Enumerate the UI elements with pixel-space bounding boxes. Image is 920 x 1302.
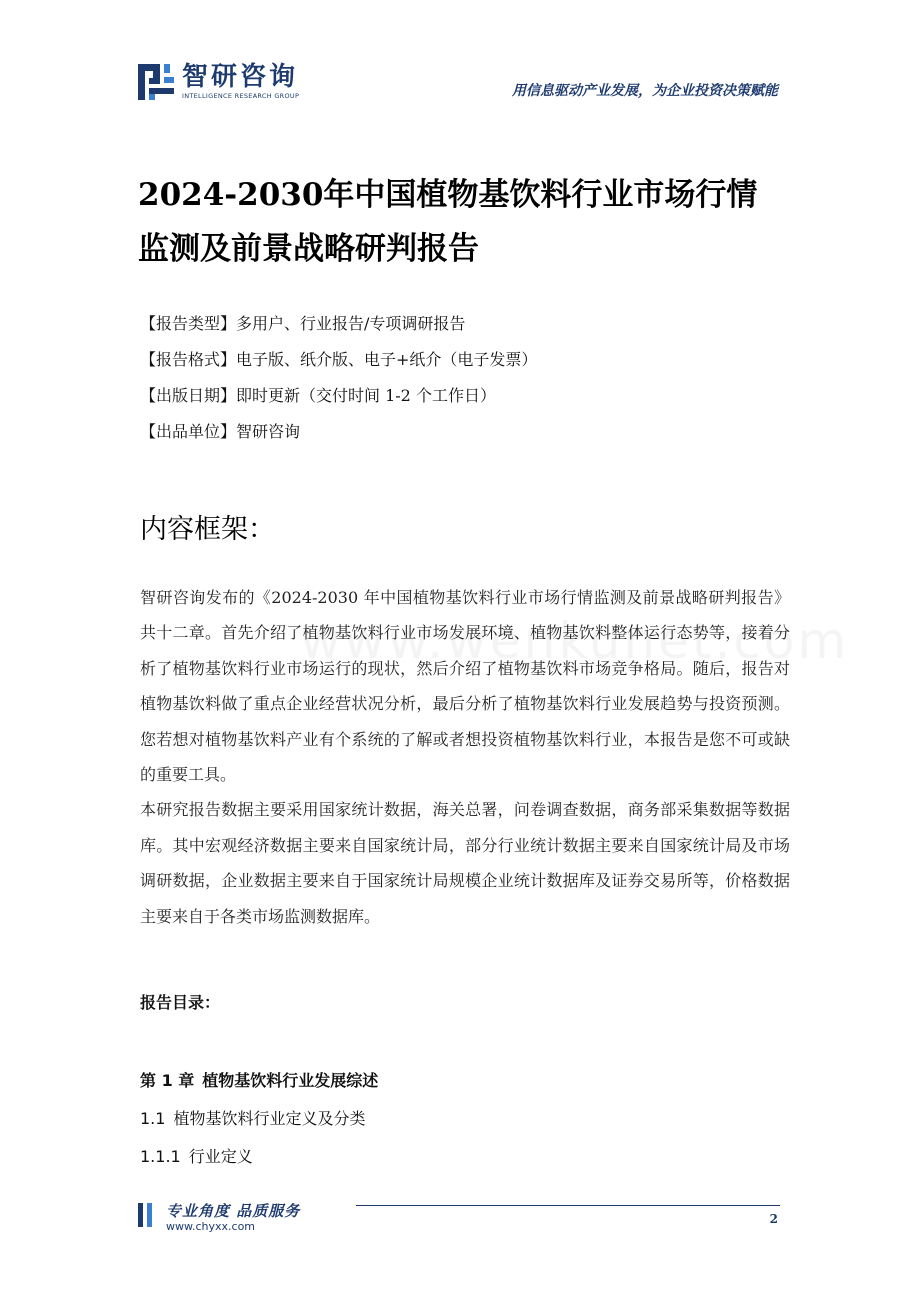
data-source-paragraph: 本研究报告数据主要采用国家统计数据，海关总署，问卷调查数据，商务部采集数据等数据库。其中宏观经济数据主要来自国家统计局，部分行业统计数据主要来自国家统计局及市场调研数据，企业数据主要来自于国家统计局规模企业统计数据库及证券交易所等，价格数据主要来自于各类市场监测数据库。 — [140, 800, 790, 926]
page-footer — [138, 1200, 780, 1240]
toc-item-text: 植物基饮料行业定义及分类 — [173, 1109, 366, 1128]
company-english-name: INTELLIGENCE RESEARCH GROUP — [182, 92, 300, 100]
toc-item-number: 1.1.1 — [140, 1147, 181, 1166]
footer-divider — [356, 1205, 780, 1206]
report-title: 2024-2030年中国植物基饮料行业市场行情监测及前景战略研判报告 — [138, 177, 758, 267]
toc-item-number: 第 1 章 — [140, 1071, 195, 1090]
toc-item-text: 植物基饮料行业发展综述 — [202, 1071, 379, 1090]
content-framework-heading: 内容框架： — [140, 514, 275, 545]
toc-chapter-1 — [140, 1066, 378, 1104]
company-logo-icon — [138, 64, 174, 100]
footer-bars-icon — [138, 1203, 158, 1227]
page-number: 2 — [769, 1212, 778, 1226]
toc-section-1-1 — [140, 1104, 378, 1142]
company-name: 智研咨询 — [182, 62, 299, 92]
publish-date: 【出版日期】即时更新（交付时间 1-2 个工作日） — [140, 386, 496, 405]
toc-label: 报告目录： — [140, 993, 221, 1012]
toc-section-1-1-1 — [140, 1142, 378, 1180]
content-body — [140, 580, 790, 934]
publisher: 【出品单位】智研咨询 — [140, 422, 301, 441]
report-format: 【报告格式】电子版、纸介版、电子+纸介（电子发票） — [140, 350, 538, 369]
toc-item-text: 行业定义 — [188, 1147, 253, 1166]
table-of-contents — [140, 1066, 378, 1180]
report-type: 【报告类型】多用户、行业报告/专项调研报告 — [140, 314, 466, 333]
page-header — [138, 62, 778, 104]
toc-item-number: 1.1 — [140, 1109, 166, 1128]
header-slogan: 用信息驱动产业发展，为企业投资决策赋能 — [512, 83, 778, 99]
report-meta-list — [140, 306, 780, 450]
intro-paragraph: 智研咨询发布的《2024-2030 年中国植物基饮料行业市场行情监测及前景战略研判报告》共十二章。首先介绍了植物基饮料行业市场发展环境、植物基饮料整体运行态势等，接着分析了植物基饮料行业市场运行的现状，然后介绍了植物基饮料市场竞争格局。随后，报告对植物基饮料做了重点企业经营状况分析，最后分析了植物基饮料行业发展趋势与投资预测。您若想对植物基饮料产业有个系统的了解或者想投资植物基饮料行业，本报告是您不可或缺的重要工具。 — [140, 588, 790, 785]
footer-slogan: 专业角度 品质服务 — [166, 1202, 301, 1220]
footer-url: www.chyxx.com — [166, 1220, 256, 1233]
